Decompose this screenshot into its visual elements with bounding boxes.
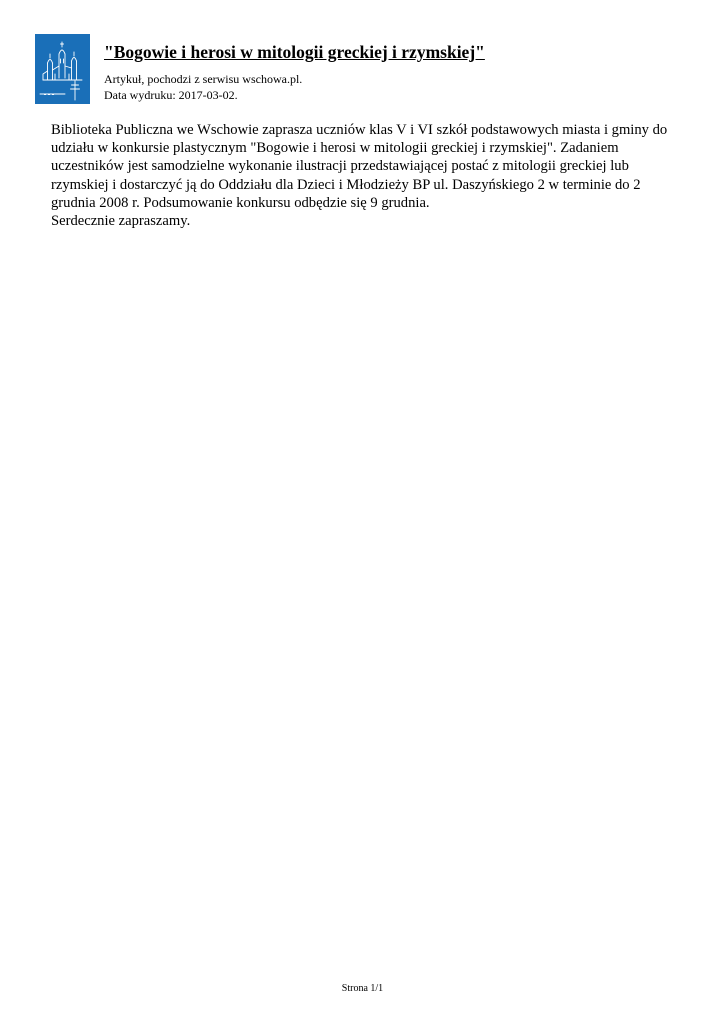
article-meta (104, 71, 302, 103)
article-content (51, 121, 681, 230)
print-date: Data wydruku: 2017-03-02. (104, 88, 238, 102)
wschowa-town-crest-icon (35, 34, 90, 104)
article-title: "Bogowie i herosi w mitologii greckiej i rzymskiej" (104, 42, 485, 62)
article-closing: Serdecznie zapraszamy. (51, 213, 191, 230)
site-logo (35, 34, 90, 104)
source-line: Artykuł, pochodzi z serwisu wschowa.pl. (104, 72, 303, 86)
page-number: Strona 1/1 (341, 983, 384, 994)
article-body: Biblioteka Publiczna we Wschowie zaprasza uczniów klas V i VI szkół podstawowych miasta i gminy do udziału w konkursie plastycznym "Bogowie i herosi w mitologii greckiej i rzymskiej". Zadaniem uczestników jest samodzielne wykonanie ilustracji przedstawiającej postać z mitologii greckiej lub rzymskiej i dostarczyć ją do Oddziału dla Dzieci i Młodzieży BP ul. Daszyńskiego 2 w terminie do 2 grudnia 2008 r. Podsumowanie konkursu odbędzie się 9 grudnia. (51, 122, 668, 211)
